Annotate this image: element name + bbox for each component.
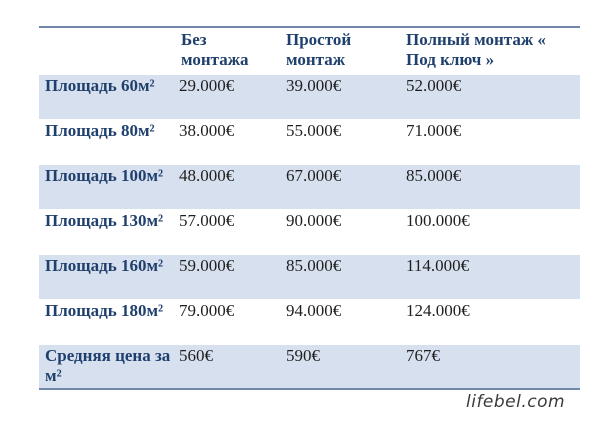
price-cell: 59.000€ bbox=[179, 255, 235, 275]
table-row bbox=[39, 119, 580, 164]
row-label: Площадь 60м² bbox=[45, 75, 155, 95]
price-table bbox=[39, 26, 580, 390]
row-label: Площадь 180м² bbox=[45, 300, 164, 320]
price-cell: 52.000€ bbox=[406, 75, 462, 95]
price-cell: 57.000€ bbox=[179, 210, 235, 230]
price-cell: 90.000€ bbox=[286, 210, 342, 230]
header-no-installation: Без монтажа bbox=[181, 30, 249, 69]
row-label: Площадь 100м² bbox=[45, 165, 164, 185]
row-label: Площадь 160м² bbox=[45, 255, 164, 275]
table-row-average bbox=[39, 344, 580, 389]
price-cell: 71.000€ bbox=[406, 120, 462, 140]
price-cell: 590€ bbox=[286, 345, 320, 365]
table-row bbox=[39, 254, 580, 299]
price-cell: 100.000€ bbox=[406, 210, 470, 230]
header-full-installation: Полный монтаж « Под ключ » bbox=[406, 30, 546, 69]
price-cell: 560€ bbox=[179, 345, 213, 365]
price-cell: 38.000€ bbox=[179, 120, 235, 140]
header-corner-cell bbox=[39, 27, 175, 74]
price-cell: 124.000€ bbox=[406, 300, 470, 320]
price-cell: 29.000€ bbox=[179, 75, 235, 95]
table-row bbox=[39, 164, 580, 209]
price-cell: 48.000€ bbox=[179, 165, 235, 185]
price-cell: 67.000€ bbox=[286, 165, 342, 185]
price-cell: 55.000€ bbox=[286, 120, 342, 140]
table-header bbox=[39, 27, 580, 74]
table-row bbox=[39, 299, 580, 344]
header-simple-installation: Простой монтаж bbox=[286, 30, 352, 69]
table-row bbox=[39, 209, 580, 254]
price-cell: 767€ bbox=[406, 345, 440, 365]
price-cell: 39.000€ bbox=[286, 75, 342, 95]
row-label: Средняя цена за м² bbox=[45, 345, 171, 385]
price-cell: 94.000€ bbox=[286, 300, 342, 320]
price-cell: 85.000€ bbox=[406, 165, 462, 185]
site-watermark: lifebel.com bbox=[466, 392, 566, 412]
row-label: Площадь 80м² bbox=[45, 120, 155, 140]
table-body bbox=[39, 74, 580, 389]
table-row bbox=[39, 74, 580, 119]
price-cell: 85.000€ bbox=[286, 255, 342, 275]
price-cell: 79.000€ bbox=[179, 300, 235, 320]
price-cell: 114.000€ bbox=[406, 255, 470, 275]
header-row bbox=[39, 27, 580, 74]
row-label: Площадь 130м² bbox=[45, 210, 164, 230]
